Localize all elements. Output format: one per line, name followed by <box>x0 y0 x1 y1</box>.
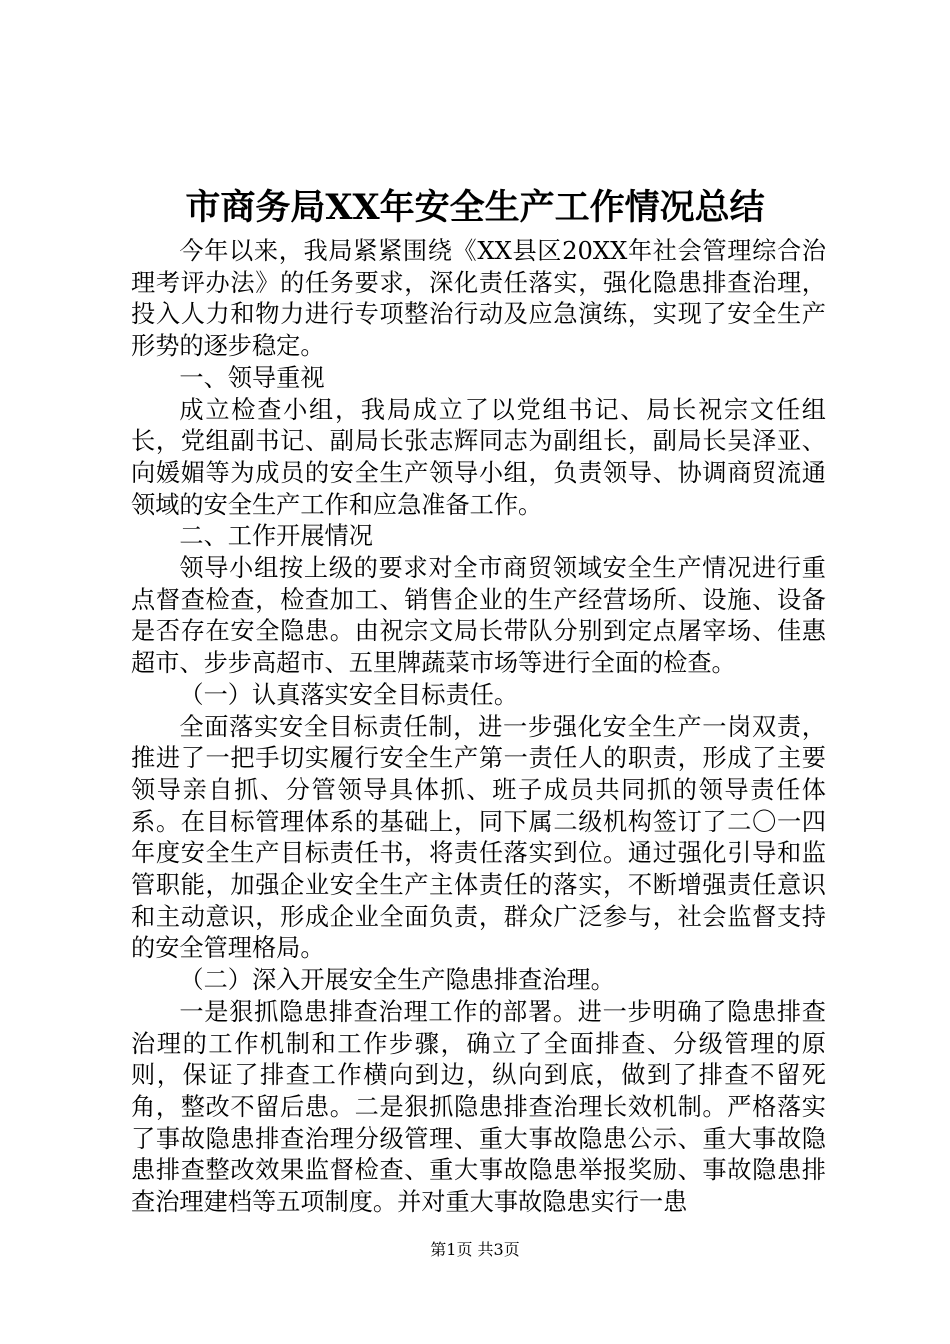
responsibility-paragraph: 全面落实安全目标责任制，进一步强化安全生产一岗双责，推进了一把手切实履行安全生产第一责任人的职责，形成了主要领导亲自抓、分管领导具体抓、班子成员共同抓的领导责任体系。在目标管理体系的基础上，同下属二级机构签订了二〇一四年度安全生产目标责任书，将责任落实到位。通过强化引导和监管职能，加强企业安全生产主体责任的落实，不断增强责任意识和主动意识，形成企业全面负责，群众广泛参与，社会监督支持的安全管理格局。 <box>131 712 826 963</box>
intro-paragraph: 今年以来，我局紧紧围绕《XX县区20XX年社会管理综合治理考评办法》的任务要求，深化责任落实，强化隐患排查治理，投入人力和物力进行专项整治行动及应急演练，实现了安全生产形势的逐步稳定。 <box>131 237 826 361</box>
section-heading-work: 二、工作开展情况 <box>179 522 373 551</box>
hazard-paragraph: 一是狠抓隐患排查治理工作的部署。进一步明确了隐患排查治理的工作机制和工作步骤，确立了全面排查、分级管理的原则，保证了排查工作横向到边，纵向到底，做到了排查不留死角，整改不留后患。二是狠抓隐患排查治理长效机制。严格落实了事故隐患排查治理分级管理、重大事故隐患公示、重大事故隐患排查整改效果监督检查、重大事故隐患举报奖励、事故隐患排查治理建档等五项制度。并对重大事故隐患实行一患 <box>131 997 826 1217</box>
work-paragraph: 领导小组按上级的要求对全市商贸领域安全生产情况进行重点督查检查，检查加工、销售企业的生产经营场所、设施、设备是否存在安全隐患。由祝宗文局长带队分别到定点屠宰场、佳惠超市、步步高超市、五里牌蔬菜市场等进行全面的检查。 <box>131 554 826 678</box>
subsection-heading-hazard: （二）深入开展安全生产隐患排查治理。 <box>179 966 615 995</box>
document-title: 市商务局XX年安全生产工作情况总结 <box>185 187 765 228</box>
section-heading-leadership: 一、领导重视 <box>179 363 325 392</box>
leadership-paragraph: 成立检查小组，我局成立了以党组书记、局长祝宗文任组长，党组副书记、副局长张志辉同志为副组长，副局长吴泽亚、向媛媚等为成员的安全生产领导小组，负责领导、协调商贸流通领域的安全生产工作和应急准备工作。 <box>131 395 826 519</box>
document-body <box>131 236 826 1219</box>
subsection-heading-responsibility: （一）认真落实安全目标责任。 <box>179 680 519 709</box>
page-footer: 第1页 共3页 <box>430 1240 520 1259</box>
